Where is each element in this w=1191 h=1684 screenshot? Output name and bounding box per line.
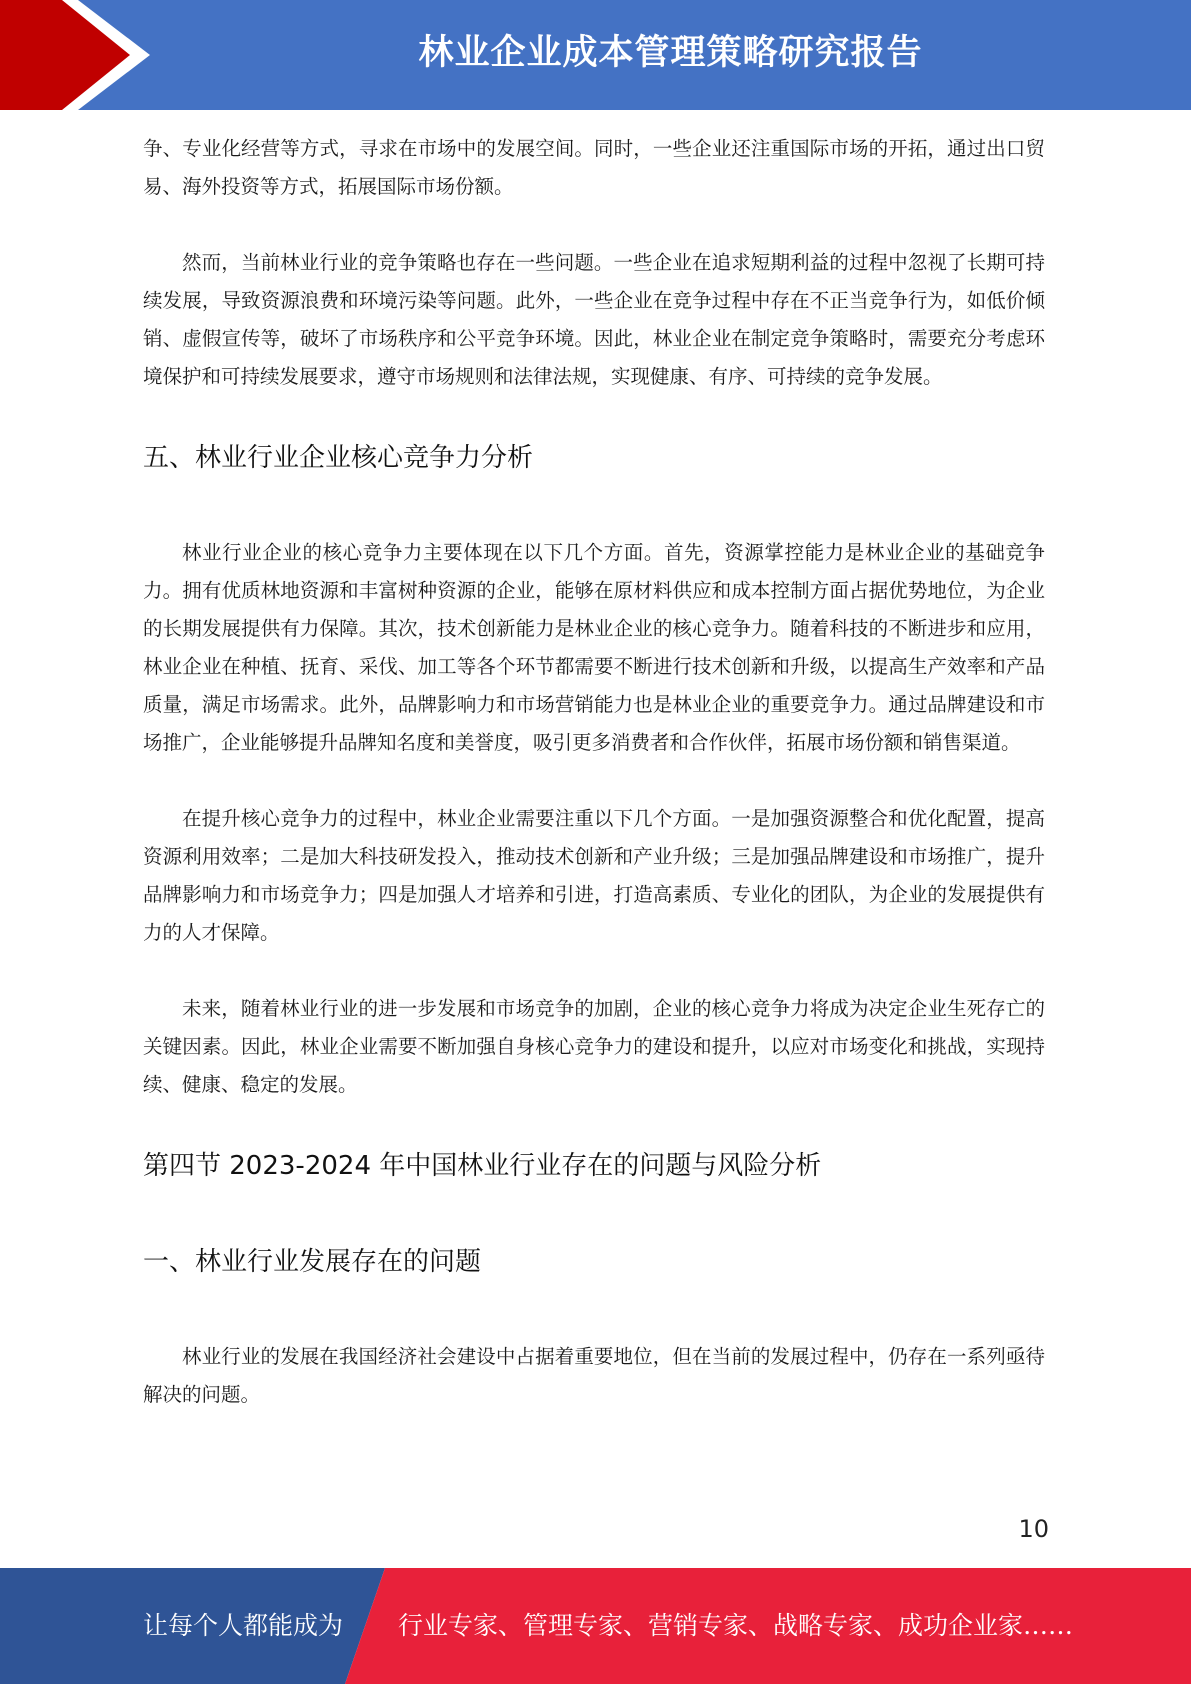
paragraph-competition-issues: 然而，当前林业行业的竞争策略也存在一些问题。一些企业在追求短期利益的过程中忽视了长期可持续发展，导致资源浪费和环境污染等问题。此外，一些企业在竞争过程中存在不正当竞争行为，如低价倾销、虚假宣传等，破坏了市场秩序和公平竞争环境。因此，林业企业在制定竞争策略时，需要充分考虑环境保护和可持续发展要求，遵守市场规则和法律法规，实现健康、有序、可持续的竞争发展。 bbox=[143, 251, 1045, 388]
page-header bbox=[0, 0, 1191, 110]
paragraph-future-outlook: 未来，随着林业行业的进一步发展和市场竞争的加剧，企业的核心竞争力将成为决定企业生死存亡的关键因素。因此，林业企业需要不断加强自身核心竞争力的建设和提升，以应对市场变化和挑战，实现持续、健康、稳定的发展。 bbox=[143, 997, 1045, 1096]
section-heading-development-problems: 一、林业行业发展存在的问题 bbox=[143, 1247, 482, 1277]
page-number: 10 bbox=[1018, 1515, 1049, 1543]
paragraph-continued: 争、专业化经营等方式，寻求在市场中的发展空间。同时，一些企业还注重国际市场的开拓，通过出口贸易、海外投资等方式，拓展国际市场份额。 bbox=[143, 137, 1045, 198]
page-footer bbox=[0, 1568, 1191, 1684]
paragraph-core-competitiveness: 林业行业企业的核心竞争力主要体现在以下几个方面。首先，资源掌控能力是林业企业的基础竞争力。拥有优质林地资源和丰富树种资源的企业，能够在原材料供应和成本控制方面占据优势地位，为企业的长期发展提供有力保障。其次，技术创新能力是林业企业的核心竞争力。随着科技的不断进步和应用，林业企业在种植、抚育、采伐、加工等各个环节都需要不断进行技术创新和升级，以提高生产效率和产品质量，满足市场需求。此外，品牌影响力和市场营销能力也是林业企业的重要竞争力。通过品牌建设和市场推广，企业能够提升品牌知名度和美誉度，吸引更多消费者和合作伙伴，拓展市场份额和销售渠道。 bbox=[143, 541, 1045, 754]
report-title: 林业企业成本管理策略研究报告 bbox=[418, 33, 923, 73]
paragraph-problems-intro: 林业行业的发展在我国经济社会建设中占据着重要地位，但在当前的发展过程中，仍存在一系列亟待解决的问题。 bbox=[143, 1345, 1045, 1406]
paragraph-improvement-measures: 在提升核心竞争力的过程中，林业企业需要注重以下几个方面。一是加强资源整合和优化配置，提高资源利用效率；二是加大科技研发投入，推动技术创新和产业升级；三是加强品牌建设和市场推广，提升品牌影响力和市场竞争力；四是加强人才培养和引进，打造高素质、专业化的团队，为企业的发展提供有力的人才保障。 bbox=[143, 807, 1045, 944]
page-content bbox=[143, 130, 1045, 1414]
section-heading-core-competitiveness: 五、林业行业企业核心竞争力分析 bbox=[143, 443, 534, 473]
footer-slogan-right: 行业专家、管理专家、营销专家、战略专家、成功企业家…… bbox=[398, 1611, 1074, 1640]
chapter-section-heading: 第四节 2023-2024 年中国林业行业存在的问题与风险分析 bbox=[143, 1151, 822, 1181]
footer-slogan-left: 让每个人都能成为 bbox=[143, 1611, 344, 1640]
